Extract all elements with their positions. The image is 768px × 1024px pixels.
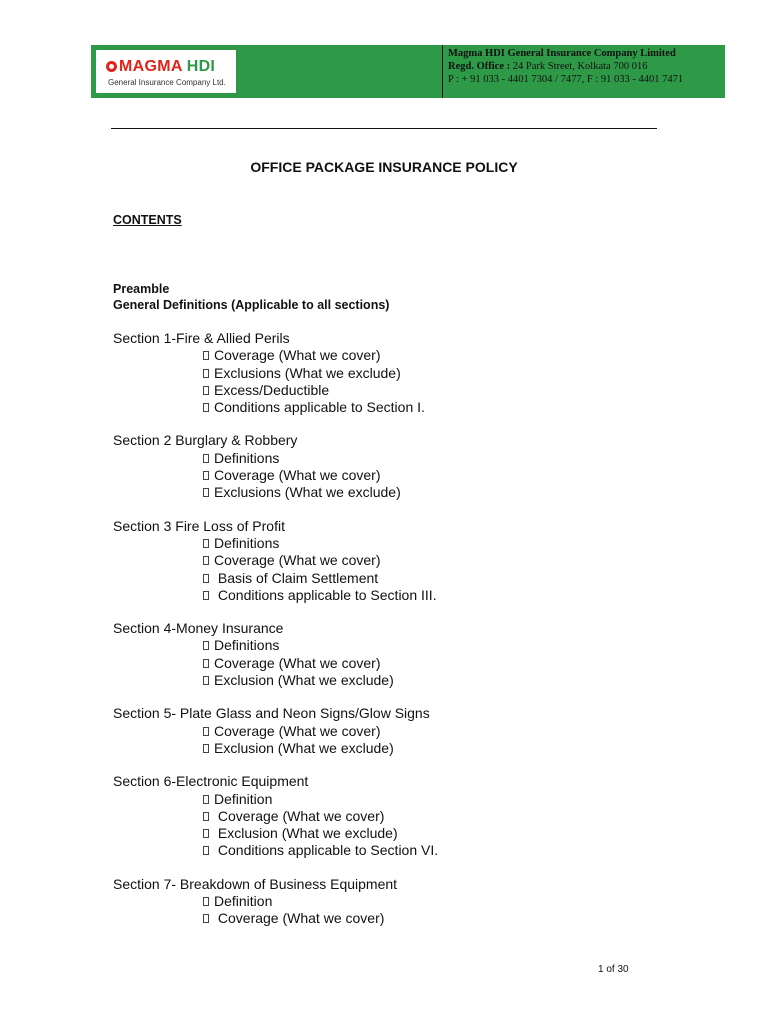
section-title: Section 4-Money Insurance xyxy=(113,620,284,637)
contents-item-label: Definition xyxy=(214,893,273,910)
contents-item xyxy=(113,587,673,604)
contents-item xyxy=(113,723,673,740)
contents-list xyxy=(113,330,673,944)
contents-item xyxy=(113,399,673,416)
contents-item xyxy=(113,655,673,672)
section-title: Section 3 Fire Loss of Profit xyxy=(113,517,285,534)
contents-item xyxy=(113,842,673,859)
contents-item-label: Excess/Deductible xyxy=(214,381,330,398)
bullet-box-icon xyxy=(203,914,209,923)
contents-item-label: Exclusion (What we exclude) xyxy=(214,825,398,842)
bullet-box-icon xyxy=(203,369,209,378)
contents-section xyxy=(113,518,673,604)
contents-item xyxy=(113,484,673,501)
bullet-box-icon xyxy=(203,846,209,855)
general-definitions-heading: General Definitions (Applicable to all sections) xyxy=(113,298,390,312)
bullet-box-icon xyxy=(203,403,209,412)
company-logo xyxy=(96,50,236,93)
contents-item xyxy=(113,637,673,654)
bullet-box-icon xyxy=(203,641,209,650)
logo-ring-icon xyxy=(106,61,117,72)
bullet-box-icon xyxy=(203,574,209,583)
contents-section xyxy=(113,876,673,928)
contents-item-label: Coverage (What we cover) xyxy=(214,347,381,364)
bullet-box-icon xyxy=(203,539,209,548)
section-title: Section 6-Electronic Equipment xyxy=(113,773,309,790)
regd-office-label: Regd. Office : xyxy=(448,61,511,72)
header-rule xyxy=(111,128,657,129)
bullet-box-icon xyxy=(203,744,209,753)
contents-item-label: Basis of Claim Settlement xyxy=(214,569,379,586)
contents-section xyxy=(113,432,673,501)
header-divider xyxy=(442,45,443,98)
bullet-box-icon xyxy=(203,727,209,736)
bullet-box-icon xyxy=(203,488,209,497)
section-title: Section 2 Burglary & Robbery xyxy=(113,432,298,449)
bullet-box-icon xyxy=(203,556,209,565)
contents-item xyxy=(113,672,673,689)
contents-item xyxy=(113,791,673,808)
contents-item-label: Coverage (What we cover) xyxy=(214,654,381,671)
contents-item-label: Exclusions (What we exclude) xyxy=(214,484,401,501)
contents-section xyxy=(113,330,673,416)
contents-item-label: Conditions applicable to Section III. xyxy=(214,586,437,603)
contents-item-label: Conditions applicable to Section I. xyxy=(214,399,425,416)
contents-item xyxy=(113,910,673,927)
bullet-box-icon xyxy=(203,795,209,804)
bullet-box-icon xyxy=(203,386,209,395)
contents-item-label: Coverage (What we cover) xyxy=(214,722,381,739)
contents-item xyxy=(113,825,673,842)
contents-item-label: Coverage (What we cover) xyxy=(214,807,385,824)
letterhead-band xyxy=(91,45,725,98)
company-contact: P : + 91 033 - 4401 7304 / 7477, F : 91 033 - 4401 7471 xyxy=(448,74,684,85)
contents-item xyxy=(113,740,673,757)
contents-item xyxy=(113,382,673,399)
contents-section xyxy=(113,773,673,859)
company-name: Magma HDI General Insurance Company Limited xyxy=(448,48,676,59)
contents-item-label: Conditions applicable to Section VI. xyxy=(214,842,439,859)
preamble-heading: Preamble xyxy=(113,282,170,296)
bullet-box-icon xyxy=(203,351,209,360)
contents-item-label: Definition xyxy=(214,790,273,807)
document-title: OFFICE PACKAGE INSURANCE POLICY xyxy=(250,159,518,175)
contents-item-label: Definitions xyxy=(214,449,280,466)
bullet-box-icon xyxy=(203,829,209,838)
contents-item-label: Coverage (What we cover) xyxy=(214,467,381,484)
regd-office-address: 24 Park Street, Kolkata 700 016 xyxy=(512,61,648,72)
contents-section xyxy=(113,705,673,757)
contents-item xyxy=(113,365,673,382)
bullet-box-icon xyxy=(203,471,209,480)
section-title: Section 7- Breakdown of Business Equipment xyxy=(113,875,398,892)
contents-item xyxy=(113,893,673,910)
contents-item-label: Coverage (What we cover) xyxy=(214,552,381,569)
contents-item xyxy=(113,808,673,825)
contents-item-label: Definitions xyxy=(214,534,280,551)
contents-item xyxy=(113,552,673,569)
contents-item xyxy=(113,467,673,484)
contents-item-label: Coverage (What we cover) xyxy=(214,910,385,927)
bullet-box-icon xyxy=(203,897,209,906)
bullet-box-icon xyxy=(203,454,209,463)
logo-brand-accent: HDI xyxy=(186,58,216,75)
contents-item xyxy=(113,570,673,587)
contents-item xyxy=(113,347,673,364)
bullet-box-icon xyxy=(203,676,209,685)
section-title: Section 5- Plate Glass and Neon Signs/Glow Signs xyxy=(113,705,430,722)
logo-brand: MAGMA xyxy=(119,58,183,75)
contents-heading: CONTENTS xyxy=(113,213,182,227)
page-number: 1 of 30 xyxy=(598,964,629,975)
logo-subtitle: General Insurance Company Ltd. xyxy=(108,78,226,87)
bullet-box-icon xyxy=(203,659,209,668)
section-title: Section 1-Fire & Allied Perils xyxy=(113,330,290,346)
contents-item-label: Exclusion (What we exclude) xyxy=(214,739,394,756)
company-info xyxy=(448,47,683,86)
bullet-box-icon xyxy=(203,812,209,821)
contents-item xyxy=(113,535,673,552)
contents-item xyxy=(113,450,673,467)
contents-item-label: Definitions xyxy=(214,637,280,654)
bullet-box-icon xyxy=(203,591,209,600)
contents-item-label: Exclusion (What we exclude) xyxy=(214,672,394,689)
contents-section xyxy=(113,620,673,689)
contents-item-label: Exclusions (What we exclude) xyxy=(214,364,401,381)
